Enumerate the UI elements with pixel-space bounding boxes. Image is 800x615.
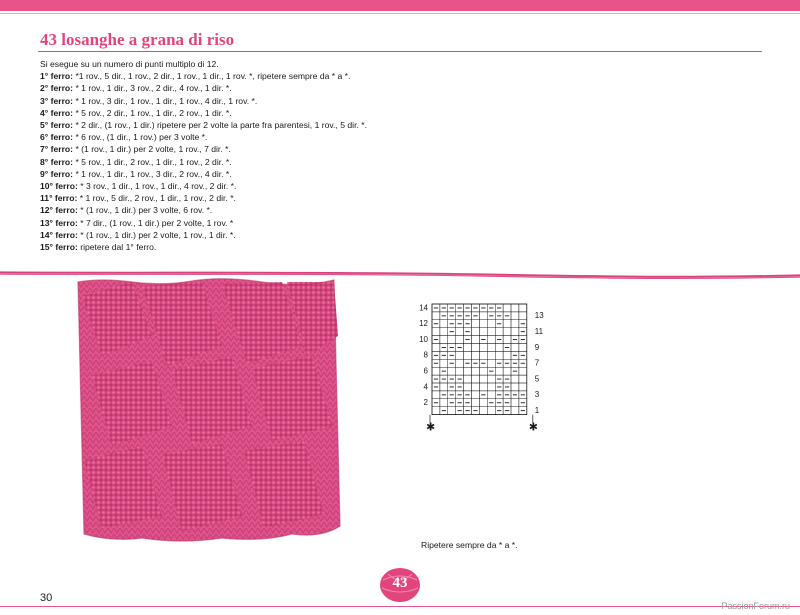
row-text: * 1 rov., 5 dir., 2 rov., 1 dir., 1 rov., 2 dir. *. xyxy=(79,193,236,204)
row-label: 13° ferro: xyxy=(40,217,78,228)
repeat-marker: ✱ xyxy=(426,421,436,434)
instruction-row xyxy=(40,119,760,131)
chart-row-label: 12 xyxy=(419,319,428,329)
footer-rule xyxy=(0,606,800,607)
row-label: 15° ferro: xyxy=(40,242,78,253)
chart-row-label: 6 xyxy=(423,366,428,376)
instruction-row xyxy=(40,95,760,107)
instruction-row xyxy=(40,70,760,82)
row-label: 10° ferro: xyxy=(40,181,78,192)
row-label: 3° ferro: xyxy=(40,95,74,106)
row-text: *1 rov., 5 dir., 1 rov., 2 dir., 1 rov., 1 dir., 1 rov. *, ripetere sempre da * a *. xyxy=(75,71,351,82)
instruction-row xyxy=(40,192,760,204)
row-label: 5° ferro: xyxy=(40,120,74,131)
chart-row-label: 4 xyxy=(423,382,428,392)
chart-row-label: 13 xyxy=(534,311,544,321)
row-text: * 5 rov., 1 dir., 2 rov., 1 dir., 1 rov., 2 dir. *. xyxy=(75,156,232,167)
row-text: * (1 rov., 1 dir.) per 3 volte, 6 rov. *. xyxy=(80,205,213,216)
row-text: * 5 rov., 2 dir., 1 rov., 1 dir., 2 rov., 1 dir. *. xyxy=(75,107,232,118)
row-text: * 6 rov., (1 dir., 1 rov.) per 3 volte *. xyxy=(75,132,208,143)
row-label: 4° ferro: xyxy=(40,107,74,118)
repeat-note: Ripetere sempre da * a *. xyxy=(421,540,518,550)
pattern-title: 43 losanghe a grana di riso xyxy=(40,30,235,49)
top-pink-band xyxy=(0,0,800,11)
chart-row-label: 14 xyxy=(419,303,428,313)
row-label: 14° ferro: xyxy=(40,229,78,240)
chart-row-label: 5 xyxy=(534,374,540,384)
instruction-row xyxy=(40,204,760,216)
repeat-marker: ✱ xyxy=(528,421,539,434)
instruction-row xyxy=(40,107,760,119)
chart-grid xyxy=(432,304,527,415)
instruction-row xyxy=(40,131,760,143)
instruction-row xyxy=(40,229,760,241)
knitted-swatch-image xyxy=(72,276,348,548)
instruction-row xyxy=(40,82,760,94)
instructions-block xyxy=(40,58,760,253)
row-text: * 1 rov., 1 dir., 1 rov., 3 dir., 2 rov., 4 dir. *. xyxy=(75,168,232,179)
row-label: 1° ferro: xyxy=(40,71,74,82)
chart-right-labels xyxy=(535,311,544,415)
watermark: PassionForum.ru xyxy=(721,601,790,611)
chart-row-label: 9 xyxy=(534,342,540,352)
chart-row-label: 8 xyxy=(423,350,428,360)
row-text: * 7 dir., (1 rov., 1 dir.) per 2 volte, 1 rov. * xyxy=(80,217,234,228)
row-label: 2° ferro: xyxy=(40,83,74,94)
chart-row-label: 2 xyxy=(423,398,428,408)
row-text: * 3 rov., 1 dir., 1 rov., 1 dir., 4 rov., 2 dir. *. xyxy=(80,181,237,192)
row-text: * 1 rov., 1 dir., 3 rov., 2 dir., 4 rov., 1 dir. *. xyxy=(75,83,232,94)
instruction-row xyxy=(40,241,760,253)
chart-left-labels xyxy=(419,303,428,407)
instructions-intro: Si esegue su un numero di punti multiplo di 12. xyxy=(40,59,219,69)
row-text: * (1 rov., 1 dir.) per 2 volte, 1 rov., 7 dir. *. xyxy=(75,144,231,155)
chart-row-label: 1 xyxy=(534,406,540,416)
row-label: 9° ferro: xyxy=(40,168,74,179)
chart-row-label: 11 xyxy=(534,327,544,337)
chart-row-label: 10 xyxy=(419,334,428,344)
row-text: ripetere dal 1° ferro. xyxy=(80,242,157,253)
row-text: * 2 dir., (1 rov., 1 dir.) ripetere per 2 volte la parte fra parentesi, 1 rov., 5 dir. *. xyxy=(75,120,367,131)
chart-repeat-marks xyxy=(426,415,538,434)
row-label: 7° ferro: xyxy=(40,144,74,155)
row-label: 12° ferro: xyxy=(40,205,78,216)
instruction-row xyxy=(40,168,760,180)
row-label: 11° ferro: xyxy=(40,193,78,204)
chart-row-label: 7 xyxy=(534,358,540,368)
page-number: 30 xyxy=(40,592,53,604)
instruction-rows xyxy=(40,70,760,253)
row-label: 6° ferro: xyxy=(40,132,74,143)
knitting-chart xyxy=(404,298,564,438)
top-band-line xyxy=(0,13,800,14)
row-text: * (1 rov., 1 dir.) per 2 volte, 1 rov., 1 dir. *. xyxy=(80,229,236,240)
chart-row-label: 3 xyxy=(534,390,540,400)
title-underline xyxy=(38,51,762,52)
instruction-row xyxy=(40,180,760,192)
row-label: 8° ferro: xyxy=(40,156,74,167)
instruction-row xyxy=(40,156,760,168)
instruction-row xyxy=(40,143,760,155)
row-text: * 1 rov., 3 dir., 1 rov., 1 dir., 1 rov., 4 dir., 1 rov. *. xyxy=(75,95,258,106)
instruction-row xyxy=(40,217,760,229)
pattern-badge-number: 43 xyxy=(392,575,408,591)
